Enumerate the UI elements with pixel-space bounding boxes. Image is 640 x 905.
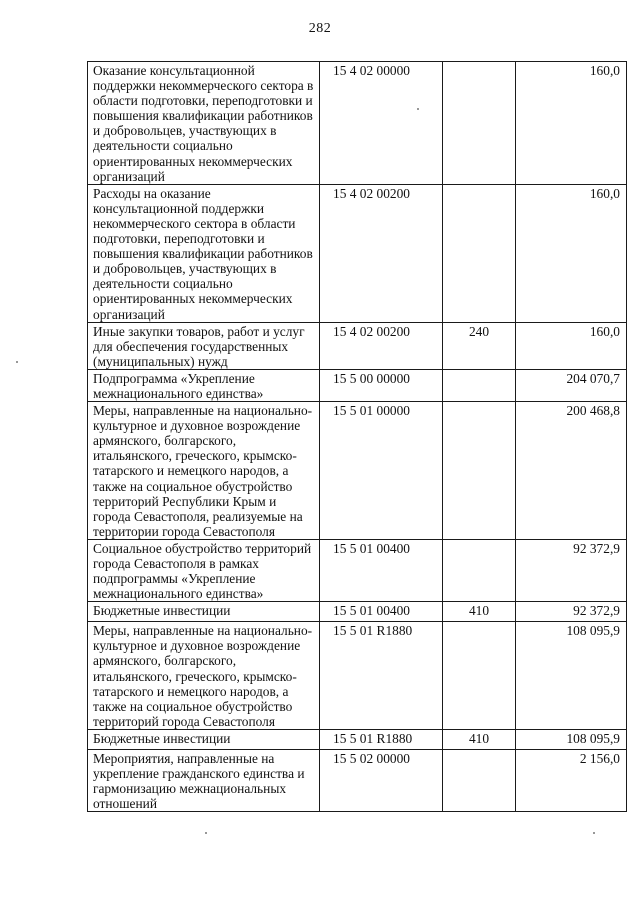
row-type	[443, 62, 516, 185]
row-name: Социальное обустройство территорий города Севастополя в рамках подпрограммы «Укрепление межнационального единства»	[88, 539, 320, 601]
table-row	[88, 402, 627, 540]
row-sum: 92 372,9	[516, 539, 627, 601]
row-type	[443, 539, 516, 601]
table-row	[88, 539, 627, 601]
table-row	[88, 184, 627, 322]
row-sum: 160,0	[516, 322, 627, 369]
row-code: 15 4 02 00200	[320, 322, 443, 369]
row-type	[443, 622, 516, 730]
row-code: 15 5 01 R1880	[320, 729, 443, 749]
row-type	[443, 402, 516, 540]
page-number: 282	[308, 21, 332, 36]
row-type: 410	[443, 729, 516, 749]
row-sum: 108 095,9	[516, 622, 627, 730]
row-code: 15 4 02 00200	[320, 184, 443, 322]
row-sum: 160,0	[516, 62, 627, 185]
row-name: Бюджетные инвестиции	[88, 602, 320, 622]
row-name: Меры, направленные на национально-культурное и духовное возрождение армянского, болгарского, итальянского, греческого, крымско-татарского и немецкого народов, а также на социальное обустройство территорий Республики Крым и города Севастополя, реализуемые на территории города Севастополя	[88, 402, 320, 540]
row-name: Бюджетные инвестиции	[88, 729, 320, 749]
table-row	[88, 369, 627, 401]
row-name: Иные закупки товаров, работ и услуг для обеспечения государственных (муниципальных) нужд	[88, 322, 320, 369]
row-type	[443, 369, 516, 401]
scan-speck	[16, 361, 18, 363]
row-sum: 92 372,9	[516, 602, 627, 622]
table-row	[88, 749, 627, 811]
row-name: Оказание консультационной поддержки некоммерческого сектора в области подготовки, переподготовки и повышения квалификации работников и добровольцев, участвующих в деятельности социально ориентированных некоммерческих организаций	[88, 62, 320, 185]
row-type: 240	[443, 322, 516, 369]
table-row	[88, 602, 627, 622]
row-code: 15 5 00 00000	[320, 369, 443, 401]
row-code: 15 5 01 00400	[320, 602, 443, 622]
budget-table	[87, 61, 627, 812]
row-name: Расходы на оказание консультационной поддержки некоммерческого сектора в области подготовки, переподготовки и повышения квалификации работников и добровольцев, участвующих в деятельности социально ориентированных некоммерческих организаций	[88, 184, 320, 322]
row-sum: 160,0	[516, 184, 627, 322]
row-code: 15 5 01 00400	[320, 539, 443, 601]
row-name: Мероприятия, направленные на укрепление гражданского единства и гармонизацию межнациональных отношений	[88, 749, 320, 811]
table-row	[88, 622, 627, 730]
row-type	[443, 184, 516, 322]
table-row	[88, 62, 627, 185]
row-sum: 200 468,8	[516, 402, 627, 540]
row-sum: 204 070,7	[516, 369, 627, 401]
row-type: 410	[443, 602, 516, 622]
scan-speck	[205, 832, 207, 834]
table-row	[88, 322, 627, 369]
row-code: 15 5 02 00000	[320, 749, 443, 811]
row-name: Меры, направленные на национально-культурное и духовное возрождение армянского, болгарского, итальянского, греческого, крымско-татарского и немецкого народов, а также на социальное обустройство территорий города Севастополя	[88, 622, 320, 730]
row-name: Подпрограмма «Укрепление межнационального единства»	[88, 369, 320, 401]
table-row	[88, 729, 627, 749]
row-code: 15 4 02 00000	[320, 62, 443, 185]
row-type	[443, 749, 516, 811]
scan-speck	[417, 108, 419, 110]
row-sum: 2 156,0	[516, 749, 627, 811]
scan-speck	[593, 832, 595, 834]
row-sum: 108 095,9	[516, 729, 627, 749]
row-code: 15 5 01 00000	[320, 402, 443, 540]
row-code: 15 5 01 R1880	[320, 622, 443, 730]
